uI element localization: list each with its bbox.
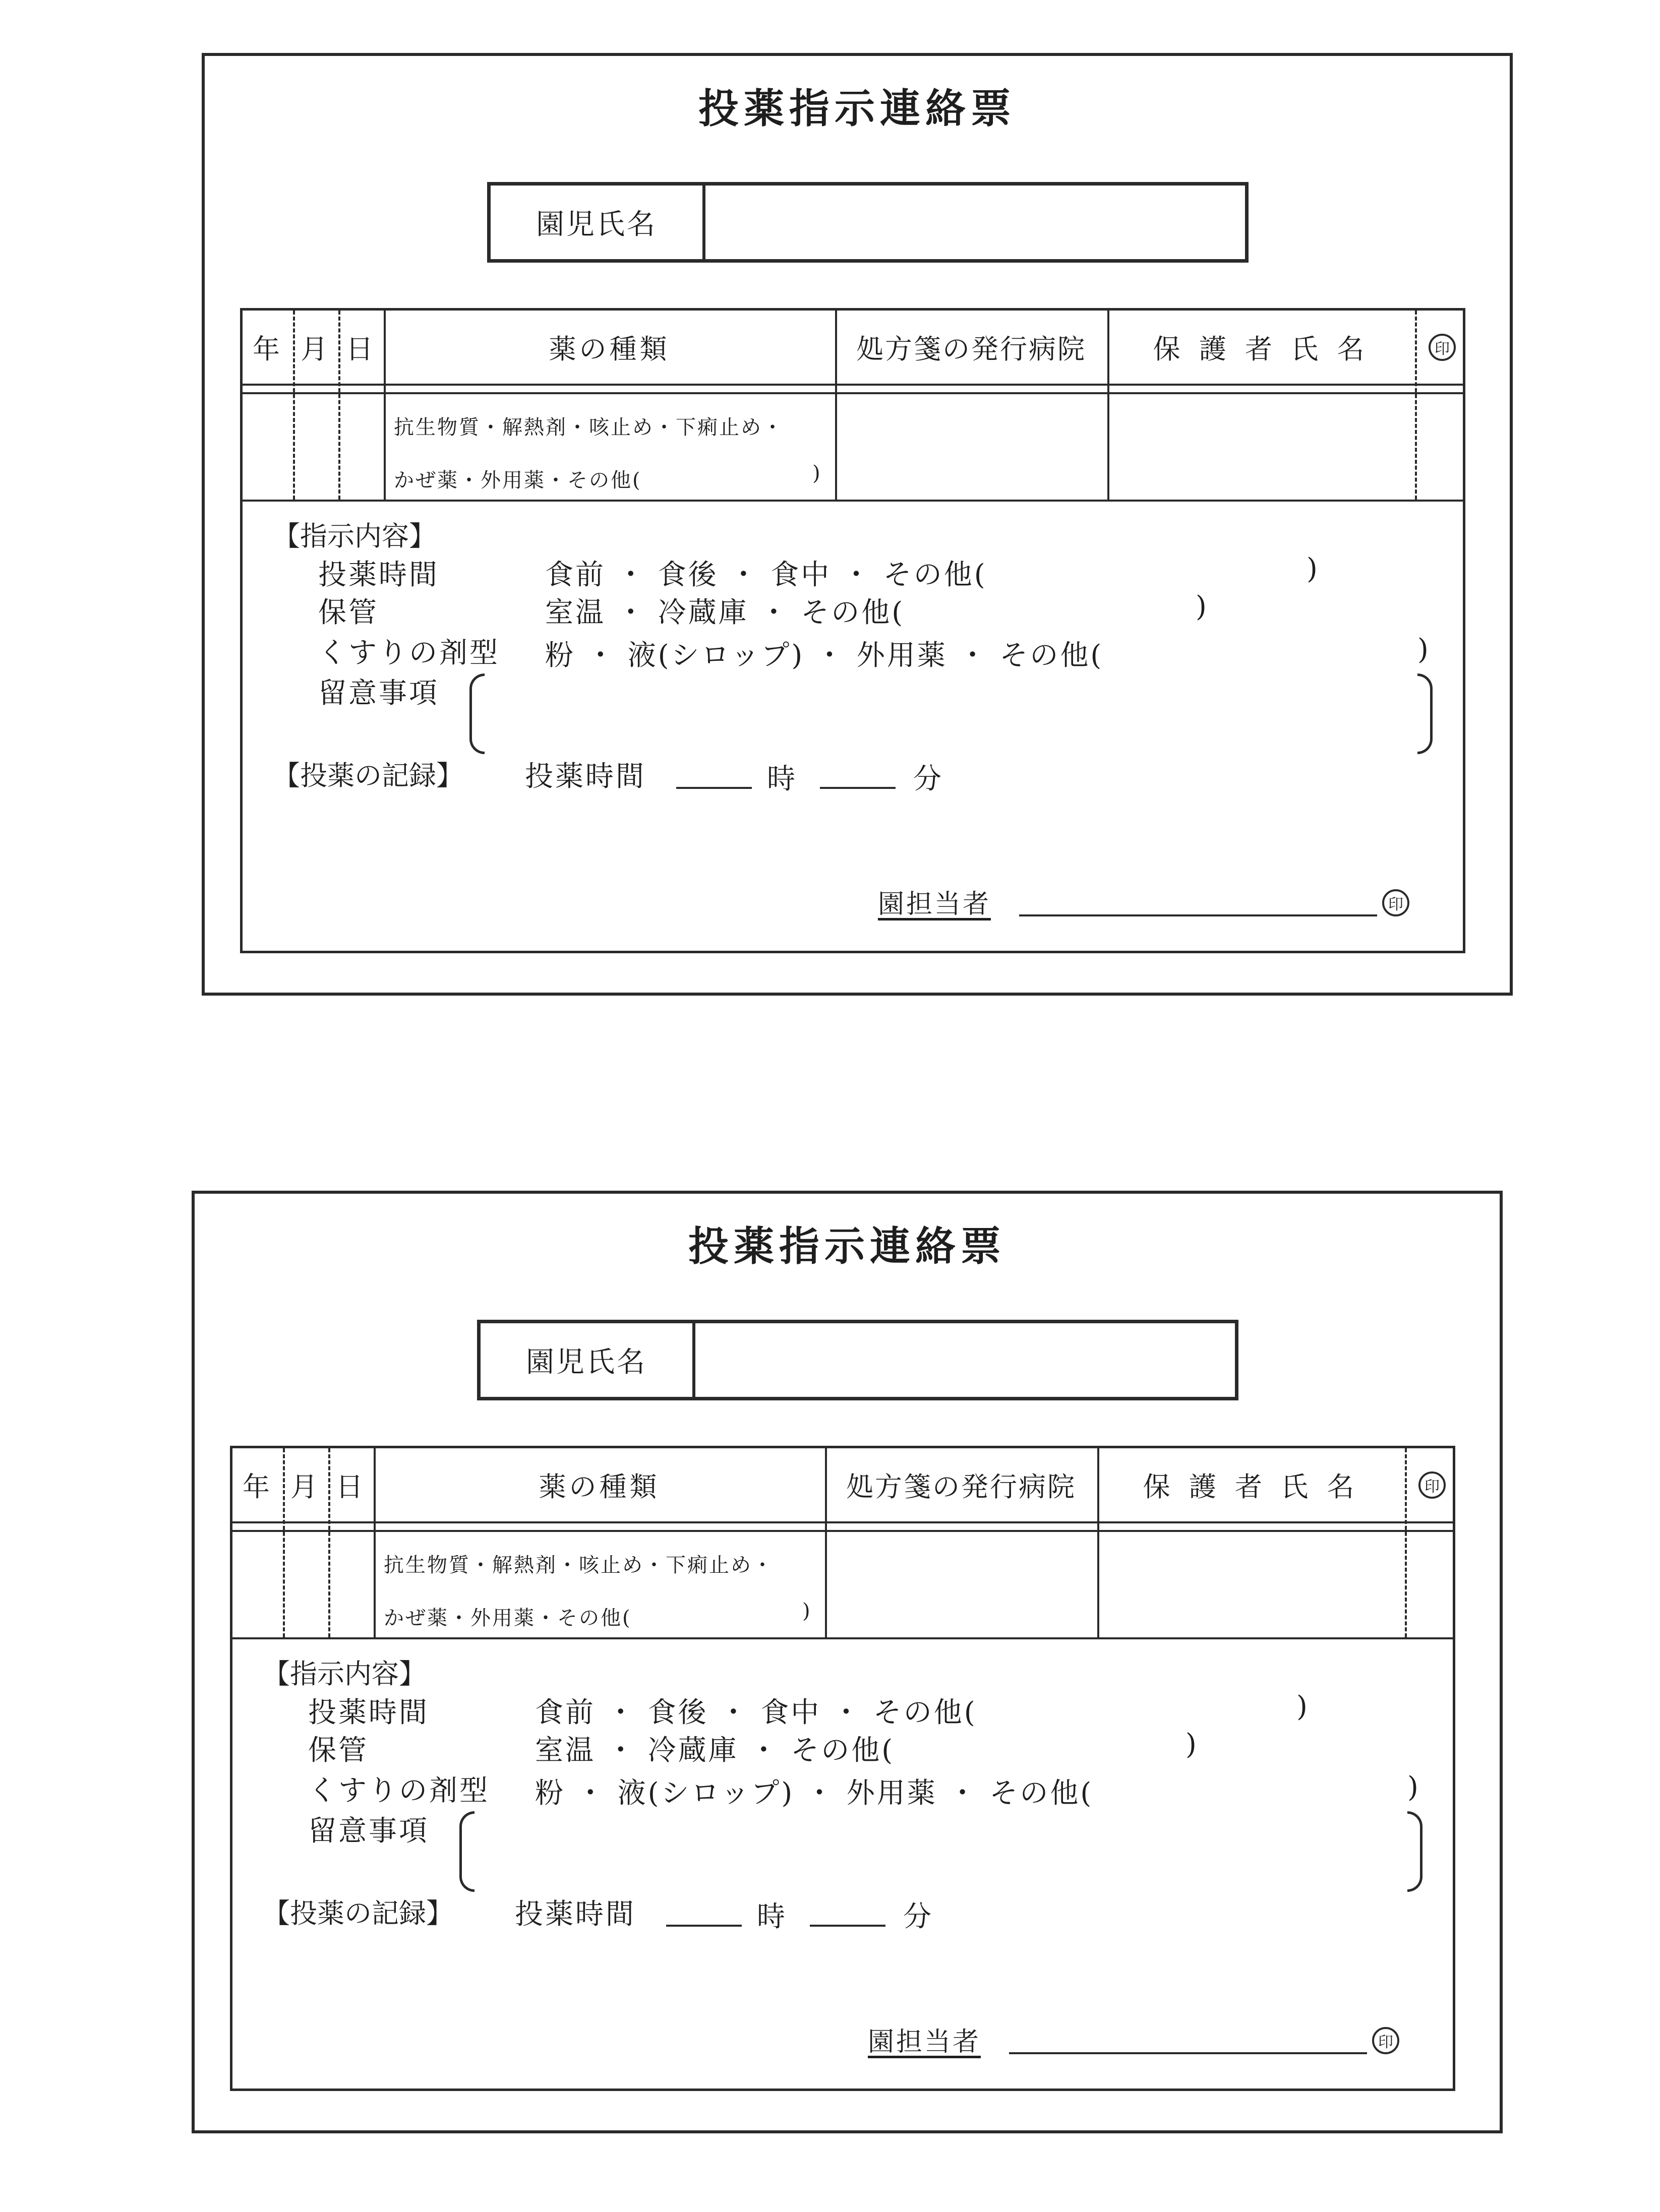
timing-other-close: ): [1307, 552, 1318, 585]
child-name-label: 園児氏名: [491, 186, 705, 259]
notes-field[interactable]: [480, 1811, 1397, 1892]
child-name-box: [487, 182, 1249, 263]
guardian-name-header: 保 護 者 氏 名: [1143, 1471, 1359, 1503]
form-type-label: くすりの剤型: [318, 637, 500, 669]
staff-name-input[interactable]: [1019, 914, 1377, 916]
notes-label: 留意事項: [318, 677, 439, 710]
notes-field[interactable]: [490, 673, 1407, 754]
seal-icon: 印: [1429, 334, 1456, 361]
hospital-input[interactable]: [838, 394, 1107, 500]
hour-unit: 時: [767, 763, 797, 795]
storage-label: 保管: [318, 596, 379, 629]
storage-other-close: ): [1185, 1728, 1197, 1761]
storage-options[interactable]: 室温 ・ 冷蔵庫 ・ その他(: [535, 1734, 895, 1767]
day-input[interactable]: [328, 1532, 374, 1637]
guardian-name-header: 保 護 者 氏 名: [1153, 333, 1370, 365]
staff-label: 園担当者: [878, 889, 991, 919]
day-header: 日: [346, 333, 376, 365]
timing-options[interactable]: 食前 ・ 食後 ・ 食中 ・ その他(: [535, 1696, 977, 1729]
storage-label: 保管: [308, 1734, 369, 1767]
medicine-options-line2[interactable]: かぜ薬・外用薬・その他(: [384, 1607, 632, 1630]
year-input[interactable]: [243, 394, 293, 500]
month-header: 月: [301, 333, 331, 365]
timing-label: 投薬時間: [318, 559, 439, 591]
minute-unit: 分: [913, 763, 943, 795]
day-input[interactable]: [338, 394, 384, 500]
notes-bracket-right: [1417, 673, 1433, 754]
record-time-label: 投薬時間: [525, 760, 646, 793]
record-section-title: 【投薬の記録】: [263, 1897, 453, 1929]
notes-label: 留意事項: [308, 1815, 429, 1848]
year-input[interactable]: [232, 1532, 283, 1637]
day-header: 日: [336, 1471, 366, 1503]
medicine-other-close: ): [812, 462, 820, 485]
hospital-header: 処方箋の発行病院: [846, 1471, 1076, 1503]
medicine-type-header: 薬の種類: [549, 333, 670, 365]
instructions-section-title: 【指示内容】: [273, 520, 436, 552]
staff-seal-icon: 印: [1372, 2027, 1399, 2054]
hour-unit: 時: [757, 1900, 787, 1933]
minute-unit: 分: [903, 1900, 933, 1933]
record-section-title: 【投薬の記録】: [273, 760, 463, 791]
form-body: [230, 1446, 1455, 2091]
hospital-input[interactable]: [827, 1532, 1097, 1637]
notes-bracket-right: [1407, 1811, 1422, 1892]
child-name-field[interactable]: [692, 1323, 1235, 1397]
seal-icon: 印: [1418, 1471, 1446, 1499]
year-header: 年: [253, 333, 283, 365]
hospital-header: 処方箋の発行病院: [856, 333, 1086, 365]
storage-other-close: ): [1196, 590, 1207, 623]
guardian-seal-divider: [1415, 311, 1417, 500]
month-input[interactable]: [283, 1532, 328, 1637]
header-rule: [243, 384, 1463, 386]
medicine-options-line1[interactable]: 抗生物質・解熱剤・咳止め・下痢止め・: [394, 416, 784, 439]
form-body: [240, 308, 1465, 953]
child-name-box: [477, 1320, 1238, 1400]
medication-form-2: [192, 1191, 1503, 2133]
hour-input[interactable]: [666, 1925, 742, 1927]
timing-options[interactable]: 食前 ・ 食後 ・ 食中 ・ その他(: [545, 559, 987, 591]
guardian-name-input[interactable]: [1100, 1532, 1405, 1637]
notes-bracket-left: [459, 1811, 475, 1892]
child-name-field[interactable]: [702, 186, 1245, 259]
instructions-section-title: 【指示内容】: [263, 1658, 426, 1690]
form-title: 投薬指示連絡票: [688, 1222, 1006, 1270]
header-rule: [232, 1521, 1453, 1523]
medicine-options-line2[interactable]: かぜ薬・外用薬・その他(: [394, 469, 642, 492]
staff-label: 園担当者: [868, 2027, 981, 2057]
medicine-type-header: 薬の種類: [539, 1471, 660, 1503]
timing-label: 投薬時間: [308, 1696, 429, 1729]
form-title: 投薬指示連絡票: [698, 85, 1016, 132]
notes-bracket-left: [469, 673, 485, 754]
guardian-name-input[interactable]: [1110, 394, 1415, 500]
guardian-seal-divider: [1405, 1448, 1407, 1637]
hour-input[interactable]: [676, 787, 752, 789]
month-input[interactable]: [293, 394, 338, 500]
form-type-options[interactable]: 粉 ・ 液(シロップ) ・ 外用薬 ・ その他(: [545, 639, 1104, 672]
form-type-other-close: ): [1417, 633, 1429, 666]
year-header: 年: [243, 1471, 273, 1503]
staff-seal-icon: 印: [1382, 889, 1409, 916]
medicine-options-line1[interactable]: 抗生物質・解熱剤・咳止め・下痢止め・: [384, 1554, 774, 1577]
form-type-label: くすりの剤型: [308, 1774, 490, 1807]
medication-form-1: [202, 53, 1513, 996]
medicine-other-close: ): [802, 1600, 810, 1623]
record-time-label: 投薬時間: [515, 1898, 636, 1931]
storage-options[interactable]: 室温 ・ 冷蔵庫 ・ その他(: [545, 596, 905, 629]
table-bottom-rule: [243, 500, 1463, 502]
minute-input[interactable]: [820, 787, 896, 789]
minute-input[interactable]: [810, 1925, 885, 1927]
staff-name-input[interactable]: [1009, 2052, 1367, 2054]
form-type-other-close: ): [1407, 1771, 1418, 1804]
table-bottom-rule: [232, 1637, 1453, 1639]
timing-other-close: ): [1296, 1690, 1308, 1723]
month-header: 月: [290, 1471, 321, 1503]
form-type-options[interactable]: 粉 ・ 液(シロップ) ・ 外用薬 ・ その他(: [535, 1777, 1094, 1810]
child-name-label: 園児氏名: [481, 1323, 695, 1397]
